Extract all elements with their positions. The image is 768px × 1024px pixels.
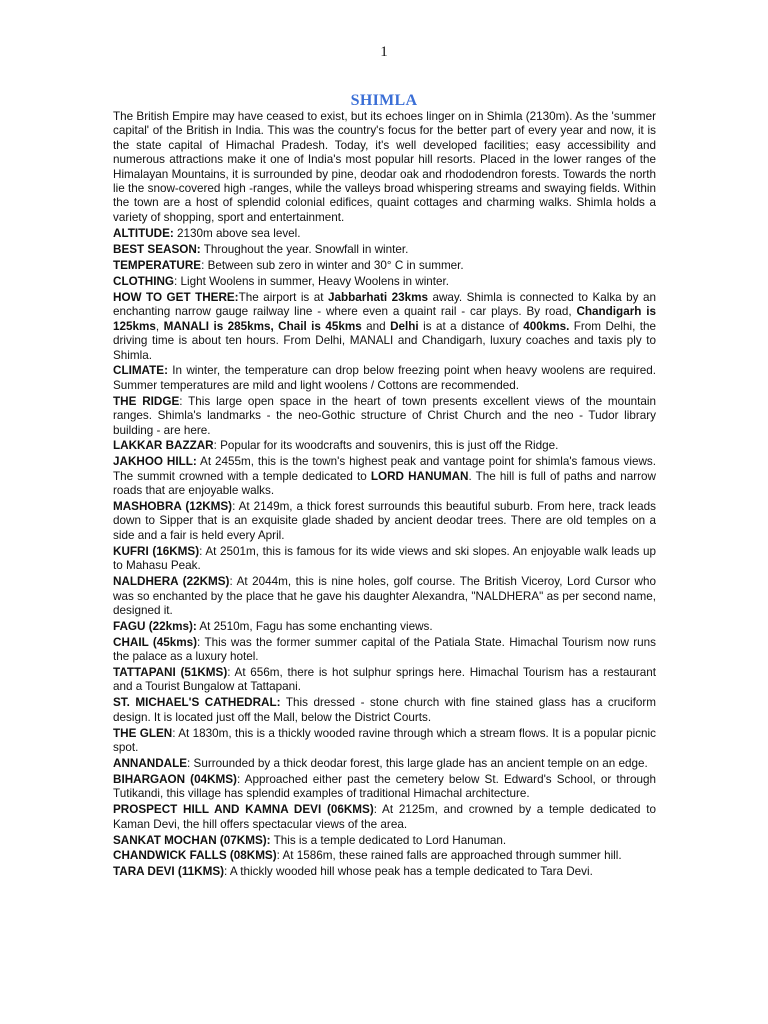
entry-text: : At 2125m, and crowned by a temple dedicated to Kaman Devi, the hill offers spectacular views of the area. bbox=[113, 803, 656, 831]
entry-paragraph bbox=[113, 773, 656, 802]
entry-label: THE RIDGE bbox=[113, 394, 180, 408]
entry-text: : At 2501m, this is famous for its wide views and ski slopes. An enjoyable walk leads up to Mahasu Peak. bbox=[113, 544, 656, 573]
entry-text: : At 2044m, this is nine holes, golf course. The British Viceroy, Lord Cursor who was so enchanted by the place that he gave his daughter Alexandra, "NALDHERA" as per second name, designed it. bbox=[113, 575, 656, 617]
entry-highlight: Delhi bbox=[390, 319, 419, 333]
entry-text: From Delhi, the driving time is about ten hours. From Delhi, MANALI and Chandigarh, luxury coaches and taxis ply to Shimla. bbox=[113, 319, 657, 362]
entry-paragraph bbox=[113, 227, 656, 241]
entry-text: At 2510m, Fagu has some enchanting views. bbox=[196, 619, 433, 633]
entry-highlight: Jabbarhati 23kms bbox=[328, 290, 428, 304]
entry-text: : Light Woolens in summer, Heavy Woolens in winter. bbox=[174, 274, 450, 288]
entry-paragraph bbox=[113, 620, 656, 634]
page-title: SHIMLA bbox=[350, 92, 418, 109]
entry-paragraph bbox=[113, 849, 656, 863]
entry-text: This dressed - stone church with fine stained glass has a cruciform design. It is located just off the Mall, below the District Courts. bbox=[113, 696, 656, 724]
entry-list bbox=[113, 227, 656, 879]
entry-label: TARA DEVI (11KMS) bbox=[113, 865, 225, 879]
entry-label: LAKKAR BAZZAR bbox=[113, 439, 214, 453]
entry-label: PROSPECT HILL AND KAMNA DEVI (06KMS) bbox=[113, 803, 374, 817]
entry-text: 2130m above sea level. bbox=[173, 227, 301, 241]
entry-paragraph bbox=[113, 666, 656, 695]
entry-paragraph bbox=[113, 834, 656, 848]
entry-text: : At 656m, there is hot sulphur springs here. Himachal Tourism has a restaurant and a Tourist Bungalow at Tattapani. bbox=[113, 666, 656, 694]
entry-text: : At 2149m, a thick forest surrounds this beautiful suburb. From here, track leads down to Sipper that is an exquisite glade shaded by ancient deodar trees. There are old temples on a side and a fair is held every April. bbox=[113, 500, 656, 542]
entry-highlight: LORD HANUMAN bbox=[370, 469, 469, 483]
entry-text: : This was the former summer capital of the Patiala State. Himachal Tourism now runs the palace as a luxury hotel. bbox=[113, 635, 656, 664]
entry-label: CLOTHING bbox=[113, 274, 175, 288]
entry-text: Throughout the year. Snowfall in winter. bbox=[200, 243, 409, 257]
entry-label: CLIMATE: bbox=[113, 364, 168, 378]
entry-paragraph bbox=[113, 243, 656, 257]
entry-label: CHANDWICK FALLS (08KMS) bbox=[113, 849, 277, 863]
entry-paragraph bbox=[113, 696, 656, 725]
entry-paragraph bbox=[113, 395, 656, 438]
entry-label: HOW TO GET THERE: bbox=[113, 290, 239, 304]
entry-text: . The hill is full of paths and narrow roads that are enjoyable walks. bbox=[113, 469, 656, 498]
entry-label: ST. MICHAEL'S CATHEDRAL: bbox=[113, 696, 281, 710]
entry-label: THE GLEN bbox=[113, 726, 173, 740]
entry-label: ALTITUDE: bbox=[113, 227, 174, 241]
entry-paragraph bbox=[113, 636, 656, 665]
entry-paragraph bbox=[113, 803, 656, 832]
entry-label: FAGU (22kms): bbox=[113, 619, 197, 633]
entry-paragraph bbox=[113, 545, 656, 574]
entry-paragraph bbox=[113, 757, 656, 771]
entry-text: , bbox=[155, 319, 164, 333]
entry-label: SANKAT MOCHAN (07KMS): bbox=[113, 833, 271, 847]
entry-text: : Surrounded by a thick deodar forest, this large glade has an ancient temple on an edge. bbox=[187, 756, 648, 770]
entry-highlight: Chandigarh is 125kms bbox=[113, 305, 656, 333]
entry-paragraph bbox=[113, 439, 656, 453]
entry-paragraph bbox=[113, 455, 656, 498]
entry-label: ANNANDALE bbox=[113, 756, 188, 770]
entry-text: : At 1830m, this is a thickly wooded ravine through which a stream flows. It is a popular picnic spot. bbox=[113, 726, 656, 755]
entry-text: This is a temple dedicated to Lord Hanuman. bbox=[270, 833, 507, 847]
entry-label: NALDHERA (22KMS) bbox=[113, 575, 230, 589]
entry-label: TATTAPANI (51KMS) bbox=[113, 666, 228, 680]
page-number: 1 bbox=[380, 44, 388, 60]
entry-label: BIHARGAON (04KMS) bbox=[113, 772, 237, 786]
entry-paragraph bbox=[113, 291, 656, 363]
entry-text: The airport is at bbox=[238, 290, 328, 304]
entry-text: and bbox=[361, 319, 391, 333]
entry-text: : Between sub zero in winter and 30° C in summer. bbox=[201, 259, 464, 273]
entry-text: : A thickly wooded hill whose peak has a temple dedicated to Tara Devi. bbox=[224, 865, 593, 879]
entry-paragraph bbox=[113, 575, 656, 618]
entry-label: BEST SEASON: bbox=[113, 243, 201, 257]
entry-label: JAKHOO HILL: bbox=[113, 455, 197, 469]
entry-paragraph bbox=[113, 364, 656, 393]
entry-paragraph bbox=[113, 865, 656, 879]
entry-highlight: 400kms. bbox=[523, 319, 570, 333]
entry-text: away. Shimla is connected to Kalka by an enchanting narrow gauge railway line - where even a quaint rail - car plays. By road, bbox=[113, 290, 656, 319]
entry-highlight: MANALI is 285kms, Chail is 45kms bbox=[163, 319, 362, 333]
entry-paragraph bbox=[113, 727, 656, 756]
entry-label: TEMPERATURE bbox=[113, 259, 202, 273]
document-body bbox=[113, 110, 656, 881]
entry-text: : Popular for its woodcrafts and souvenirs, this is just off the Ridge. bbox=[213, 439, 559, 453]
entry-text: : At 1586m, these rained falls are approached through summer hill. bbox=[276, 849, 622, 863]
entry-text: is at a distance of bbox=[418, 319, 524, 333]
entry-text: : This large open space in the heart of town presents excellent views of the mountain ranges. Shimla's landmarks - the neo-Gothic structure of Christ Church and the neo - Tudor library building - are here. bbox=[113, 394, 657, 437]
entry-paragraph bbox=[113, 500, 656, 543]
entry-label: CHAIL (45kms) bbox=[113, 635, 198, 649]
intro-paragraph: The British Empire may have ceased to exist, but its echoes linger on in Shimla (2130m). As the 'summer capital' of the British in India. This was the country's focus for the better part of every year and now, it is the state capital of Himachal Pradesh. Today, it's well developed facilities; easy accessibility and numerous attractions make it one of India's most popular hill resorts. Placed in the lower ranges of the Himalayan Mountains, it is surrounded by pine, deodar oak and rhododendron forests. Towards the north lie the snow-covered high -ranges, while the valleys broad whispering streams and swaying fields. Within the town are a host of splendid colonial edifices, quaint cottages and charming walks. Shimla holds a variety of shopping, sport and entertainment. bbox=[113, 110, 656, 224]
entry-text: In winter, the temperature can drop below freezing point when heavy woolens are required. Summer temperatures are mild and light woolens / Cottons are recommended. bbox=[113, 364, 656, 392]
entry-text: : Approached either past the cemetery below St. Edward's School, or through Tutikandi, this village has splendid examples of traditional Himachal architecture. bbox=[113, 772, 656, 801]
entry-label: KUFRI (16KMS) bbox=[113, 544, 200, 558]
entry-text: At 2455m, this is the town's highest peak and vantage point for shimla's famous views. The summit crowned with a temple dedicated to bbox=[113, 455, 656, 483]
entry-paragraph bbox=[113, 259, 656, 273]
entry-paragraph bbox=[113, 275, 656, 289]
entry-label: MASHOBRA (12KMS) bbox=[113, 500, 233, 514]
